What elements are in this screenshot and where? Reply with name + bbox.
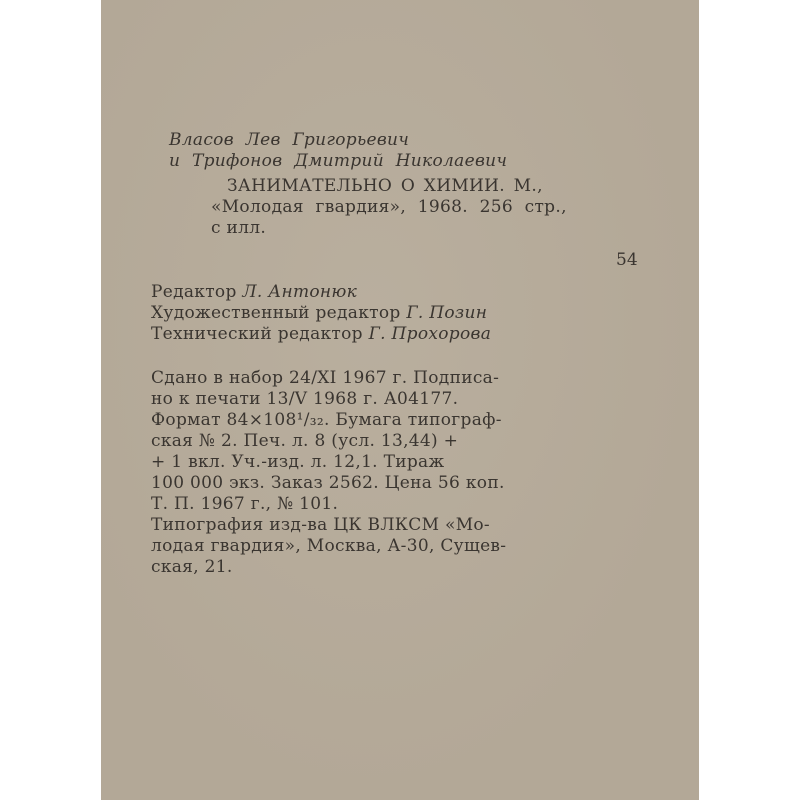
title-block (151, 176, 641, 239)
editor-label: Редактор (151, 282, 237, 302)
tech-editor-name: Г. Прохорова (368, 324, 492, 344)
author-line-2: и Трифонов Дмитрий Николаевич (169, 151, 508, 171)
imprint-line: Сдано в набор 24/XI 1967 г. Подписа- (151, 368, 500, 388)
editor-line (151, 282, 641, 303)
title-line-1: ЗАНИМАТЕЛЬНО О ХИМИИ. М., (227, 176, 543, 196)
imprint-line: + 1 вкл. Уч.-изд. л. 12,1. Тираж (151, 452, 445, 472)
imprint-line: Типография изд-ва ЦК ВЛКСМ «Мо- (151, 515, 490, 535)
imprint-line: ская, 21. (151, 557, 233, 577)
editor-name: Л. Антонюк (242, 282, 358, 302)
art-editor-line (151, 303, 641, 324)
imprint-line: Формат 84×108¹/₃₂. Бумага типограф- (151, 410, 502, 430)
title-line-3: с илл. (211, 218, 267, 238)
editors-block (151, 282, 641, 345)
author-line-1: Власов Лев Григорьевич (169, 130, 410, 150)
authors-block (151, 130, 641, 172)
imprint-block (151, 368, 641, 578)
tech-editor-line (151, 324, 641, 345)
tech-editor-label: Технический редактор (151, 324, 363, 344)
imprint-line: 100 000 экз. Заказ 2562. Цена 56 коп. (151, 473, 505, 493)
imprint-line: ская № 2. Печ. л. 8 (усл. 13,44) + (151, 431, 459, 451)
imprint-line: лодая гвардия», Москва, А-30, Сущев- (151, 536, 507, 556)
art-editor-label: Художественный редактор (151, 303, 401, 323)
title-line-2: «Молодая гвардия», 1968. 256 стр., (211, 197, 567, 217)
page-number: 54 (616, 250, 638, 270)
art-editor-name: Г. Позин (406, 303, 488, 323)
book-page (101, 0, 699, 800)
imprint-line: Т. П. 1967 г., № 101. (151, 494, 339, 514)
imprint-line: но к печати 13/V 1968 г. А04177. (151, 389, 459, 409)
